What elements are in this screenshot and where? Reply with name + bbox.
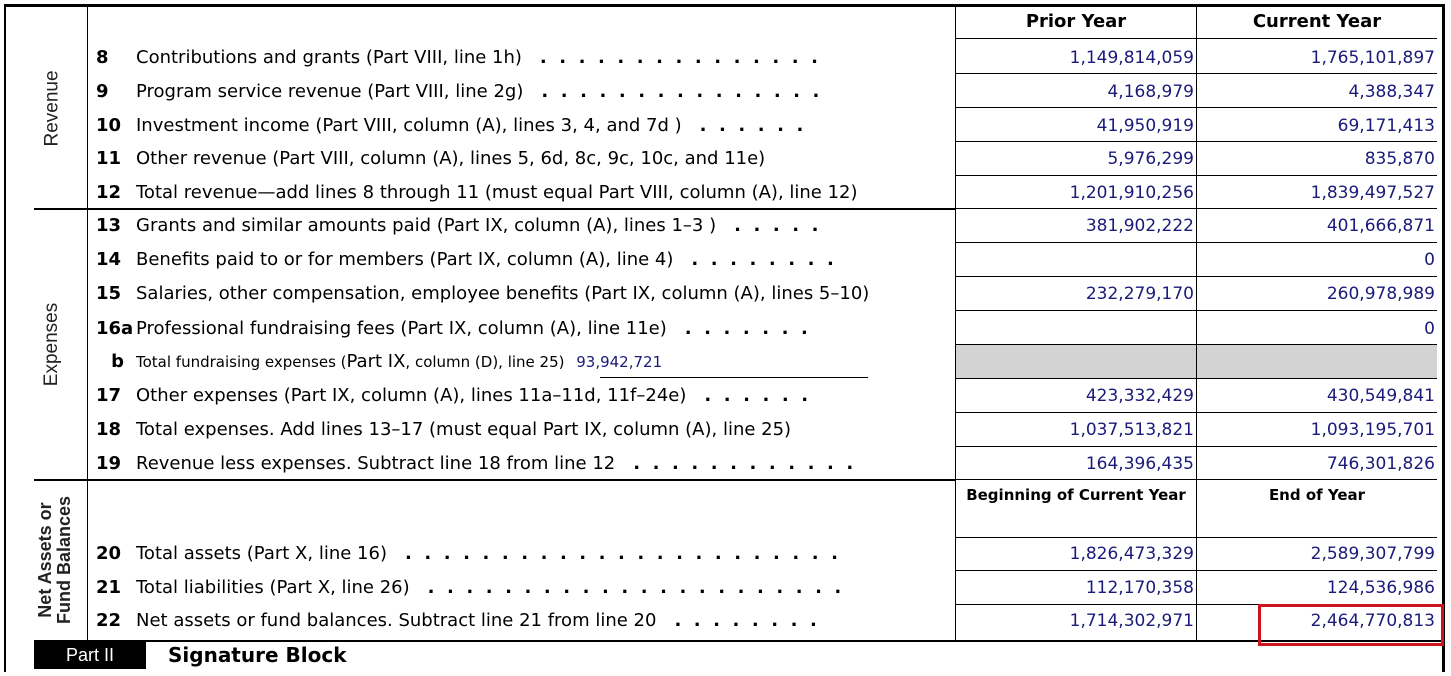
- divider: [955, 242, 1437, 243]
- line-label: Total expenses. Add lines 13–17 (must equal Part IX, column (A), line 25): [136, 419, 792, 440]
- divider: [955, 479, 1437, 480]
- line-10: [96, 115, 803, 137]
- divider: [955, 378, 1437, 379]
- line-number: 17: [96, 385, 122, 406]
- line-label: Salaries, other compensation, employee benefits (Part IX, column (A), lines 5–10): [136, 283, 870, 304]
- prior-year-value: 1,714,302,971: [1069, 611, 1194, 631]
- line-label: Total assets (Part X, line 16): [136, 543, 387, 564]
- line-number: 10: [96, 115, 122, 136]
- prior-year-value: 381,902,222: [1085, 216, 1194, 236]
- line-21: [96, 577, 841, 599]
- current-year-value: 0: [1424, 250, 1435, 270]
- leader-dots: . . . . . . . . . . . . . . . . . . . . . . .: [404, 543, 838, 564]
- divider: [955, 310, 1437, 311]
- line-label: Benefits paid to or for members (Part IX, column (A), line 4): [136, 249, 674, 270]
- prior-year-value: 4,168,979: [1107, 82, 1194, 102]
- line-20: [96, 543, 838, 565]
- line-number: 12: [96, 182, 122, 203]
- current-year-value: 1,839,497,527: [1310, 183, 1435, 203]
- line-label: Contributions and grants (Part VIII, line 1h): [136, 47, 522, 68]
- line-16b-amount: 93,942,721: [576, 353, 663, 371]
- current-year-value: 746,301,826: [1326, 454, 1435, 474]
- part-label: Part II: [34, 642, 146, 669]
- current-year-value: 1,093,195,701: [1310, 420, 1435, 440]
- header-current-year: Current Year: [1252, 11, 1382, 32]
- line-18: [96, 419, 809, 441]
- current-year-value: 69,171,413: [1337, 116, 1435, 136]
- line-label: Total liabilities (Part X, line 26): [136, 577, 410, 598]
- line-16b-text-big: Part IX: [346, 351, 406, 372]
- line-number: 21: [96, 577, 122, 598]
- leader-dots: . . . . . . .: [684, 318, 808, 339]
- line-17: [96, 385, 808, 407]
- line-label: Investment income (Part VIII, column (A), lines 3, 4, and 7d ): [136, 115, 682, 136]
- line-number: 18: [96, 419, 122, 440]
- line-number: 14: [96, 249, 122, 270]
- prior-year-value: 41,950,919: [1096, 116, 1194, 136]
- line-label: Total revenue—add lines 8 through 11 (must equal Part VIII, column (A), line 12): [136, 182, 858, 203]
- part-title: Signature Block: [168, 643, 347, 667]
- section-revenue-label: Revenue: [41, 69, 63, 147]
- current-year-value: 260,978,989: [1326, 284, 1435, 304]
- line-9: [96, 81, 819, 103]
- line-label: Grants and similar amounts paid (Part IX, column (A), lines 1–3 ): [136, 215, 717, 236]
- divider: [955, 141, 1437, 142]
- divider: [955, 175, 1437, 176]
- leader-dots: . . . . . . . . . . . . . . .: [541, 81, 820, 102]
- divider: [955, 38, 1437, 39]
- line-16b-text-post: , column (D), line 25): [405, 353, 565, 371]
- current-year-value: 4,388,347: [1348, 82, 1435, 102]
- prior-year-value: 1,826,473,329: [1069, 544, 1194, 564]
- prior-year-value: 112,170,358: [1085, 578, 1194, 598]
- section-expenses-label: Expenses: [41, 302, 63, 386]
- current-year-value: 430,549,841: [1326, 386, 1435, 406]
- line-number: 19: [96, 453, 122, 474]
- current-year-value: 0: [1424, 319, 1435, 339]
- net-assets-line1: Net Assets or: [35, 502, 55, 618]
- prior-year-value: 164,396,435: [1085, 454, 1194, 474]
- prior-year-value: 423,332,429: [1085, 386, 1194, 406]
- divider: [955, 107, 1437, 108]
- leader-dots: . . . . .: [734, 215, 819, 236]
- line-16a: [96, 318, 808, 340]
- line-16b-text-pre: Total fundraising expenses (: [136, 353, 347, 371]
- section-net-assets-label: [30, 481, 80, 639]
- line-14: [96, 249, 834, 271]
- leader-dots: . . . . . . . . . . . . . . . . . . . . . .: [427, 577, 842, 598]
- leader-dots: . . . . . . . .: [674, 610, 817, 631]
- line-number: 16a: [96, 318, 134, 339]
- divider: [955, 276, 1437, 277]
- line-number: 13: [96, 215, 122, 236]
- line-8: [96, 47, 818, 69]
- line-label: Net assets or fund balances. Subtract line 21 from line 20: [136, 610, 657, 631]
- shaded-cell: [956, 345, 1196, 378]
- line-11: [96, 148, 783, 170]
- line-number: 8: [96, 47, 109, 68]
- line-number: b: [111, 351, 124, 372]
- header-beginning-of-current-year: Beginning of Current Year: [966, 486, 1186, 504]
- line-16b: [96, 351, 662, 373]
- line-label: Other revenue (Part VIII, column (A), lines 5, 6d, 8c, 9c, 10c, and 11e): [136, 148, 766, 169]
- line-16b-underline: [600, 377, 868, 378]
- divider: [955, 7, 956, 640]
- line-label: Revenue less expenses. Subtract line 18 from line 12: [136, 453, 616, 474]
- divider: [34, 479, 956, 481]
- header-prior-year: Prior Year: [1025, 11, 1127, 32]
- divider: [955, 208, 1437, 209]
- line-label: Professional fundraising fees (Part IX, column (A), line 11e): [136, 318, 667, 339]
- line-number: 9: [96, 81, 109, 102]
- line-13: [96, 215, 818, 237]
- divider: [1196, 7, 1197, 640]
- line-label: Other expenses (Part IX, column (A), lines 11a–11d, 11f–24e): [136, 385, 687, 406]
- leader-dots: . . . . . .: [704, 385, 809, 406]
- divider: [34, 208, 956, 210]
- line-label: Program service revenue (Part VIII, line 2g): [136, 81, 524, 102]
- line-19: [96, 453, 853, 475]
- current-year-value: 2,464,770,813: [1310, 611, 1435, 631]
- current-year-value: 401,666,871: [1326, 216, 1435, 236]
- line-15: [96, 283, 887, 305]
- prior-year-value: 1,149,814,059: [1069, 48, 1194, 68]
- line-number: 11: [96, 148, 122, 169]
- current-year-value: 1,765,101,897: [1310, 48, 1435, 68]
- line-number: 15: [96, 283, 122, 304]
- divider: [955, 73, 1437, 74]
- line-12: [96, 182, 876, 204]
- divider: [955, 537, 1437, 538]
- line-number: 22: [96, 610, 122, 631]
- net-assets-line2: Fund Balances: [54, 495, 74, 625]
- line-number: 20: [96, 543, 122, 564]
- divider: [87, 7, 88, 640]
- shaded-cell: [1197, 345, 1437, 378]
- leader-dots: . . . . . .: [699, 115, 804, 136]
- prior-year-value: 1,201,910,256: [1069, 183, 1194, 203]
- prior-year-value: 1,037,513,821: [1069, 420, 1194, 440]
- prior-year-value: 232,279,170: [1085, 284, 1194, 304]
- leader-dots: . . . . . . . . . . . .: [633, 453, 854, 474]
- current-year-value: 835,870: [1364, 149, 1435, 169]
- current-year-value: 2,589,307,799: [1310, 544, 1435, 564]
- leader-dots: . . . . . . . .: [691, 249, 834, 270]
- divider: [955, 412, 1437, 413]
- header-end-of-year: End of Year: [1268, 486, 1366, 504]
- divider: [955, 446, 1437, 447]
- line-22: [96, 610, 817, 632]
- divider: [955, 570, 1437, 571]
- leader-dots: . . . . . . . . . . . . . . .: [539, 47, 818, 68]
- highlight-box: [1258, 604, 1444, 646]
- prior-year-value: 5,976,299: [1107, 149, 1194, 169]
- current-year-value: 124,536,986: [1326, 578, 1435, 598]
